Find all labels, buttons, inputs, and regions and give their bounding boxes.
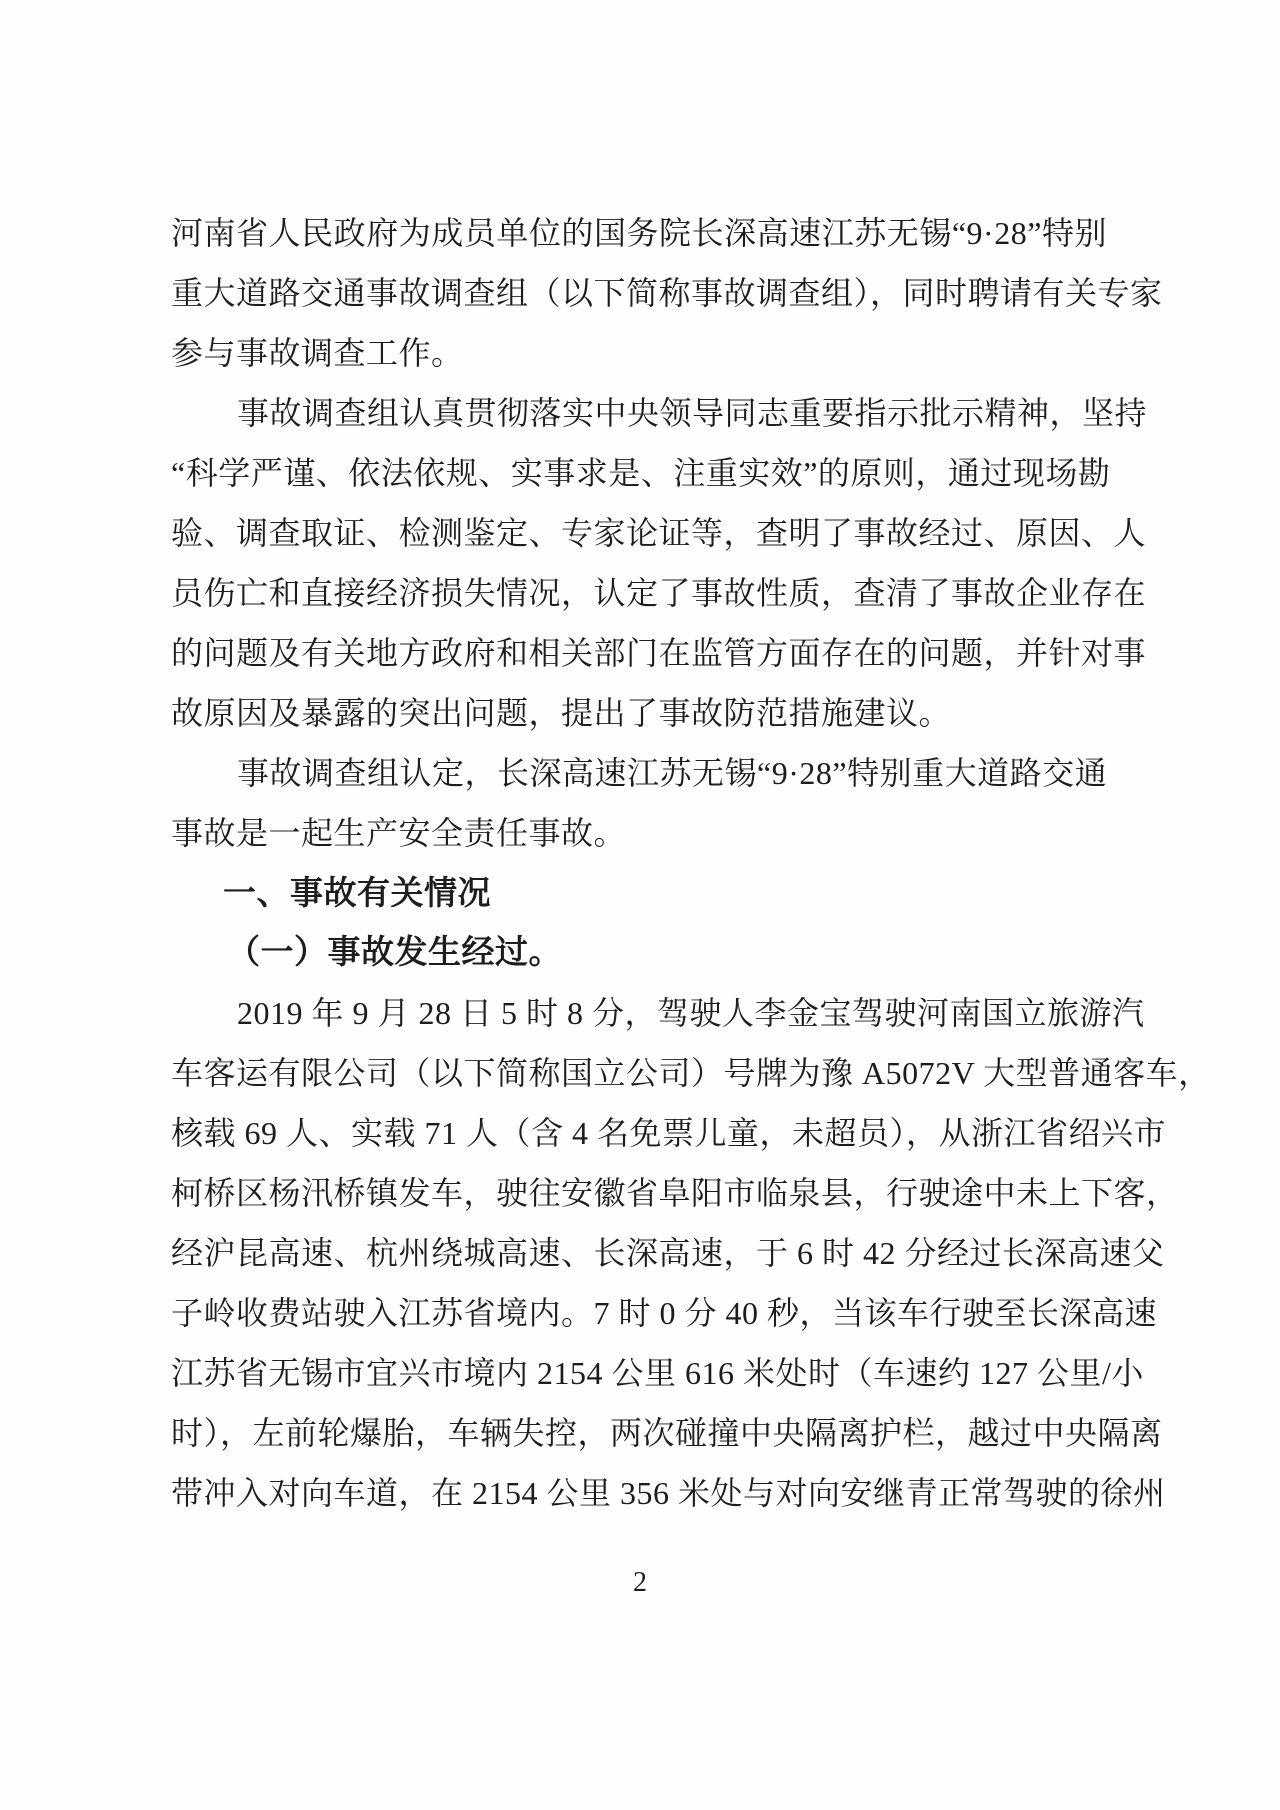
report-line-04: 事故调查组认真贯彻落实中央领导同志重要指示批示精神，坚持 [237,395,1148,431]
report-line-01: 河南省人民政府为成员单位的国务院长深高速江苏无锡“9·28”特别 [171,215,1107,251]
heading-section-1: 一、事故有关情况 [223,873,491,912]
report-line-08: 的问题及有关地方政府和相关部门在监管方面存在的问题，并针对事 [171,635,1147,671]
report-text-block [171,203,1211,1523]
report-line-20: 江苏省无锡市宜兴市境内 2154 公里 616 米处时（车速约 127 公里/小 [171,1355,1144,1391]
report-line-10: 事故调查组认定，长深高速江苏无锡“9·28”特别重大道路交通 [237,755,1108,791]
report-line-15: 车客运有限公司（以下简称国立公司）号牌为豫 A5072V 大型普通客车， [171,1055,1211,1091]
report-line-14: 2019 年 9 月 28 日 5 时 8 分，驾驶人李金宝驾驶河南国立旅游汽 [237,995,1145,1031]
report-line-05: “科学严谨、依法依规、实事求是、注重实效”的原则，通过现场勘 [171,455,1111,491]
report-line-16: 核载 69 人、实载 71 人（含 4 名免票儿童，未超员），从浙江省绍兴市 [171,1115,1167,1151]
report-line-22: 带冲入对向车道，在 2154 公里 356 米处与对向安继青正常驾驶的徐州 [171,1475,1166,1511]
report-line-09: 故原因及暴露的突出问题，提出了事故防范措施建议。 [171,695,952,731]
report-line-17: 柯桥区杨汛桥镇发车，驶往安徽省阜阳市临泉县，行驶途中未上下客， [171,1175,1179,1211]
report-line-19: 子岭收费站驶入江苏省境内。7 时 0 分 40 秒，当该车行驶至长深高速 [171,1295,1158,1331]
report-line-07: 员伤亡和直接经济损失情况，认定了事故性质，查清了事故企业存在 [171,575,1147,611]
report-line-02: 重大道路交通事故调查组（以下简称事故调查组），同时聘请有关专家 [171,275,1163,311]
report-line-18: 经沪昆高速、杭州绕城高速、长深高速，于 6 时 42 分经过长深高速父 [171,1235,1165,1271]
page-number: 2 [633,1567,647,1598]
report-line-21: 时），左前轮爆胎，车辆失控，两次碰撞中央隔离护栏，越过中央隔离 [171,1415,1163,1451]
heading-subsection-1-1: （一）事故发生经过。 [227,935,562,971]
report-line-11: 事故是一起生产安全责任事故。 [171,815,627,851]
report-line-03: 参与事故调查工作。 [171,335,464,371]
report-line-06: 验、调查取证、检测鉴定、专家论证等，查明了事故经过、原因、人 [171,515,1147,551]
